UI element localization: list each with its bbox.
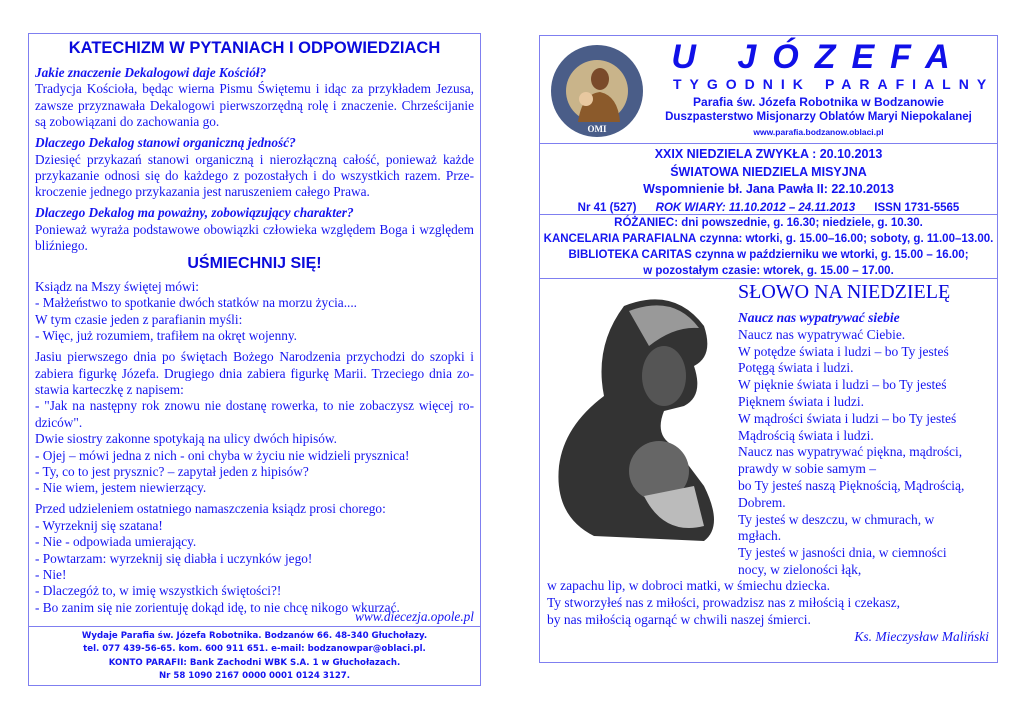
svg-text:OMI: OMI xyxy=(587,124,607,134)
poem-line: bo Ty jesteś naszą Pięknością, Mądrością, xyxy=(738,477,965,493)
publisher-footer xyxy=(29,630,480,683)
joke xyxy=(35,279,474,345)
poem xyxy=(738,310,964,579)
poem-line: Ty stworzyłeś nas z miłości, prowadzisz nas z miłością i czekasz, xyxy=(547,594,900,610)
masthead-title: U JÓZEFA xyxy=(671,38,966,76)
parish-logo xyxy=(550,44,644,138)
joke-line: - Małżeństwo to spotkanie dwóch statków na morzu życia.... xyxy=(35,295,357,311)
joke-line: Ksiądz na Mszy świętej mówi: xyxy=(35,279,199,294)
joke-line: - Nie wiem, jestem niewierzący. xyxy=(35,480,207,496)
poem-ending xyxy=(547,578,900,628)
poem-line: W pięknie świata i ludzi – bo Ty jesteś xyxy=(738,377,947,393)
joke-line: - Bo zanim się nie zorientuję dokąd idę, to nie chcę nikogo wkurzać. xyxy=(35,599,400,615)
poem-line: w zapachu lip, w dobroci matki, w śmiechu dziecka. xyxy=(547,578,831,593)
masthead-subtitle-1: TYGODNIK xyxy=(673,76,811,92)
joke xyxy=(35,349,474,497)
joke-line: Przed udzieleniem ostatniego namaszczenia ksiądz prosi chorego: xyxy=(35,501,386,517)
issue-feast: ŚWIATOWA NIEDZIELA MISYJNA xyxy=(670,164,867,179)
poem-line: Mądrością świata i ludzi. xyxy=(738,427,874,443)
parish-name: Parafia św. Józefa Robotnika w Bodzanowie xyxy=(693,95,944,109)
joke-line: Jasiu pierwszego dnia po świętach Bożego Narodzenia przychodzi do szopki i zabiera figurkę Józefa. Drugiego dnia zabiera figurkę Marii. Trzeciego dnia zostawia karteczkę z napisem: xyxy=(35,349,474,397)
joke-line: - Wyrzeknij się szatana! xyxy=(35,517,163,533)
issue-memorial: Wspomnienie bł. Jana Pawła II: 22.10.2013 xyxy=(643,182,894,196)
footer-line: Nr 58 1090 2167 0000 0001 0124 3127. xyxy=(158,670,351,681)
question: Dlaczego Dekalog ma poważny, zobowiązujący charakter? xyxy=(35,205,354,221)
catechism-title: KATECHIZM W PYTANIACH I ODPOWIEDZIACH xyxy=(68,39,441,57)
poem-line: W potędze świata i ludzi – bo Ty jesteś xyxy=(738,343,949,359)
joke-line: - Nie - odpowiada umierający. xyxy=(35,534,197,550)
footer-line: KONTO PARAFII: Bank Zachodni WBK S.A. 1 w Głuchołazach. xyxy=(108,657,401,668)
joke-line: - Ty, co to jest prysznic? – zapytał jeden z hipisów? xyxy=(35,463,309,479)
footer-line: tel. 077 439-56-65. kom. 600 911 651. e-mail: bodzanowpar@oblaci.pl. xyxy=(83,644,426,655)
joke-line: W tym czasie jeden z parafianin myśli: xyxy=(35,311,243,327)
footer-line: Wydaje Parafia św. Józefa Robotnika. Bodzanów 66. 48-340 Głuchołazy. xyxy=(81,631,428,641)
issue-info xyxy=(540,146,997,218)
poem-author: Ks. Mieczysław Maliński xyxy=(854,629,989,644)
joke-line: - Dlaczegóż to, w imię wszystkich świętości?! xyxy=(35,583,282,599)
issn: ISSN 1731-5565 xyxy=(874,201,960,214)
issue-sunday: XXIX NIEDZIELA ZWYKŁA : 20.10.2013 xyxy=(654,147,883,161)
poem-title: Naucz nas wypatrywać siebie xyxy=(738,310,900,325)
joke-line: - Ojej – mówi jedna z nich - oni chyba w życiu nie widzieli prysznica! xyxy=(35,447,410,463)
opening-hours: RÓŻANIEC: dni powszednie, g. 16.30; niedziele, g. 10.30. KANCELARIA PARAFIALNA czynna: wtorki, g. 15.00–16.00; soboty, g. 11.00–13.00. BIBLIOTEKA CARITAS czynna w październiku we wtorki, g. 15.00 – 16.00; w pozostałym czasie: wtorek, g. 15.00 – 17.00. xyxy=(543,217,994,277)
poem-line: Pięknem świata i ludzi. xyxy=(738,393,864,409)
poem-line: by nas miłością ogarnąć w chwili naszej śmierci. xyxy=(547,611,811,627)
issue-number: Nr 41 (527) xyxy=(577,201,637,214)
answer: Ponieważ wyraża podstawowe obowiązki człowieka względem Boga i względem bliźniego. xyxy=(35,221,474,254)
joke-line: - "Jak na następny rok znowu nie dostanę rowerka, to nie zobaczysz więcej rodziców". xyxy=(35,398,474,430)
poem-line: Ty jesteś w deszczu, w chmurach, w xyxy=(738,511,935,527)
question: Dlaczego Dekalog stanowi organiczną jedność? xyxy=(35,135,296,151)
poem-line: nocy, w zieloności łąk, xyxy=(738,561,862,577)
poem-line: Naucz nas wypatrywać Ciebie. xyxy=(738,326,906,342)
poem-line: prawdy w sobie samym – xyxy=(738,461,876,477)
answer: Dziesięć przykazań stanowi organiczną i nierozłączną całość, ponieważ każde przykazanie odnosi się do każdego z pozostałych i do wszystkich razem. Przekroczenie jednego przykazania jest naruszeniem całego Prawa. xyxy=(35,151,474,200)
poem-line: Potęgą świata i ludzi. xyxy=(738,360,854,376)
catechism-body xyxy=(35,65,474,259)
poem-section-title: SŁOWO NA NIEDZIELĘ xyxy=(738,281,951,303)
source-link[interactable]: www.diecezja.opole.pl xyxy=(354,609,474,624)
poem-line: mgłach. xyxy=(738,528,782,544)
right-page xyxy=(539,35,998,663)
website-link[interactable]: www.parafia.bodzanow.oblaci.pl xyxy=(753,127,884,137)
joke-line: - Powtarzam: wyrzeknij się diabła i uczynków jego! xyxy=(35,550,313,566)
joke xyxy=(35,501,474,616)
year-of-faith: ROK WIARY: 11.10.2012 – 24.11.2013 xyxy=(655,201,856,214)
question: Jakie znaczenie Dekalogowi daje Kościół? xyxy=(35,65,267,80)
poem-line: Naucz nas wypatrywać piękna, mądrości, xyxy=(738,444,963,460)
masthead-subtitle-2: PARAFIALNY xyxy=(825,76,995,92)
left-page xyxy=(28,33,481,686)
poem-line: Dobrem. xyxy=(738,494,786,510)
ministry-name: Duszpasterstwo Misjonarzy Oblatów Maryi Niepokalanej xyxy=(665,111,972,123)
joke-line: Dwie siostry zakonne spotykają na ulicy dwóch hipisów. xyxy=(35,431,337,447)
smile-title: UŚMIECHNIJ SIĘ! xyxy=(187,255,322,272)
answer: Tradycja Kościoła, będąc wierna Pismu Świętemu i idąc za przykładem Jezusa, zawsze przyznawała Dekalogowi pierwszorzędną rolę i znaczenie. Chrześcijanie są zobowiązani do zachowania go. xyxy=(35,81,474,130)
mother-child-illustration xyxy=(554,286,734,546)
poem-line: W mądrości świata i ludzi – bo Ty jesteś xyxy=(738,410,957,426)
joke-line: - Więc, już rozumiem, trafiłem na okręt wojenny. xyxy=(35,328,297,344)
joke-line: - Nie! xyxy=(35,566,67,582)
jokes xyxy=(35,279,474,621)
poem-line: Ty jesteś w jasności dnia, w ciemności xyxy=(738,545,947,561)
